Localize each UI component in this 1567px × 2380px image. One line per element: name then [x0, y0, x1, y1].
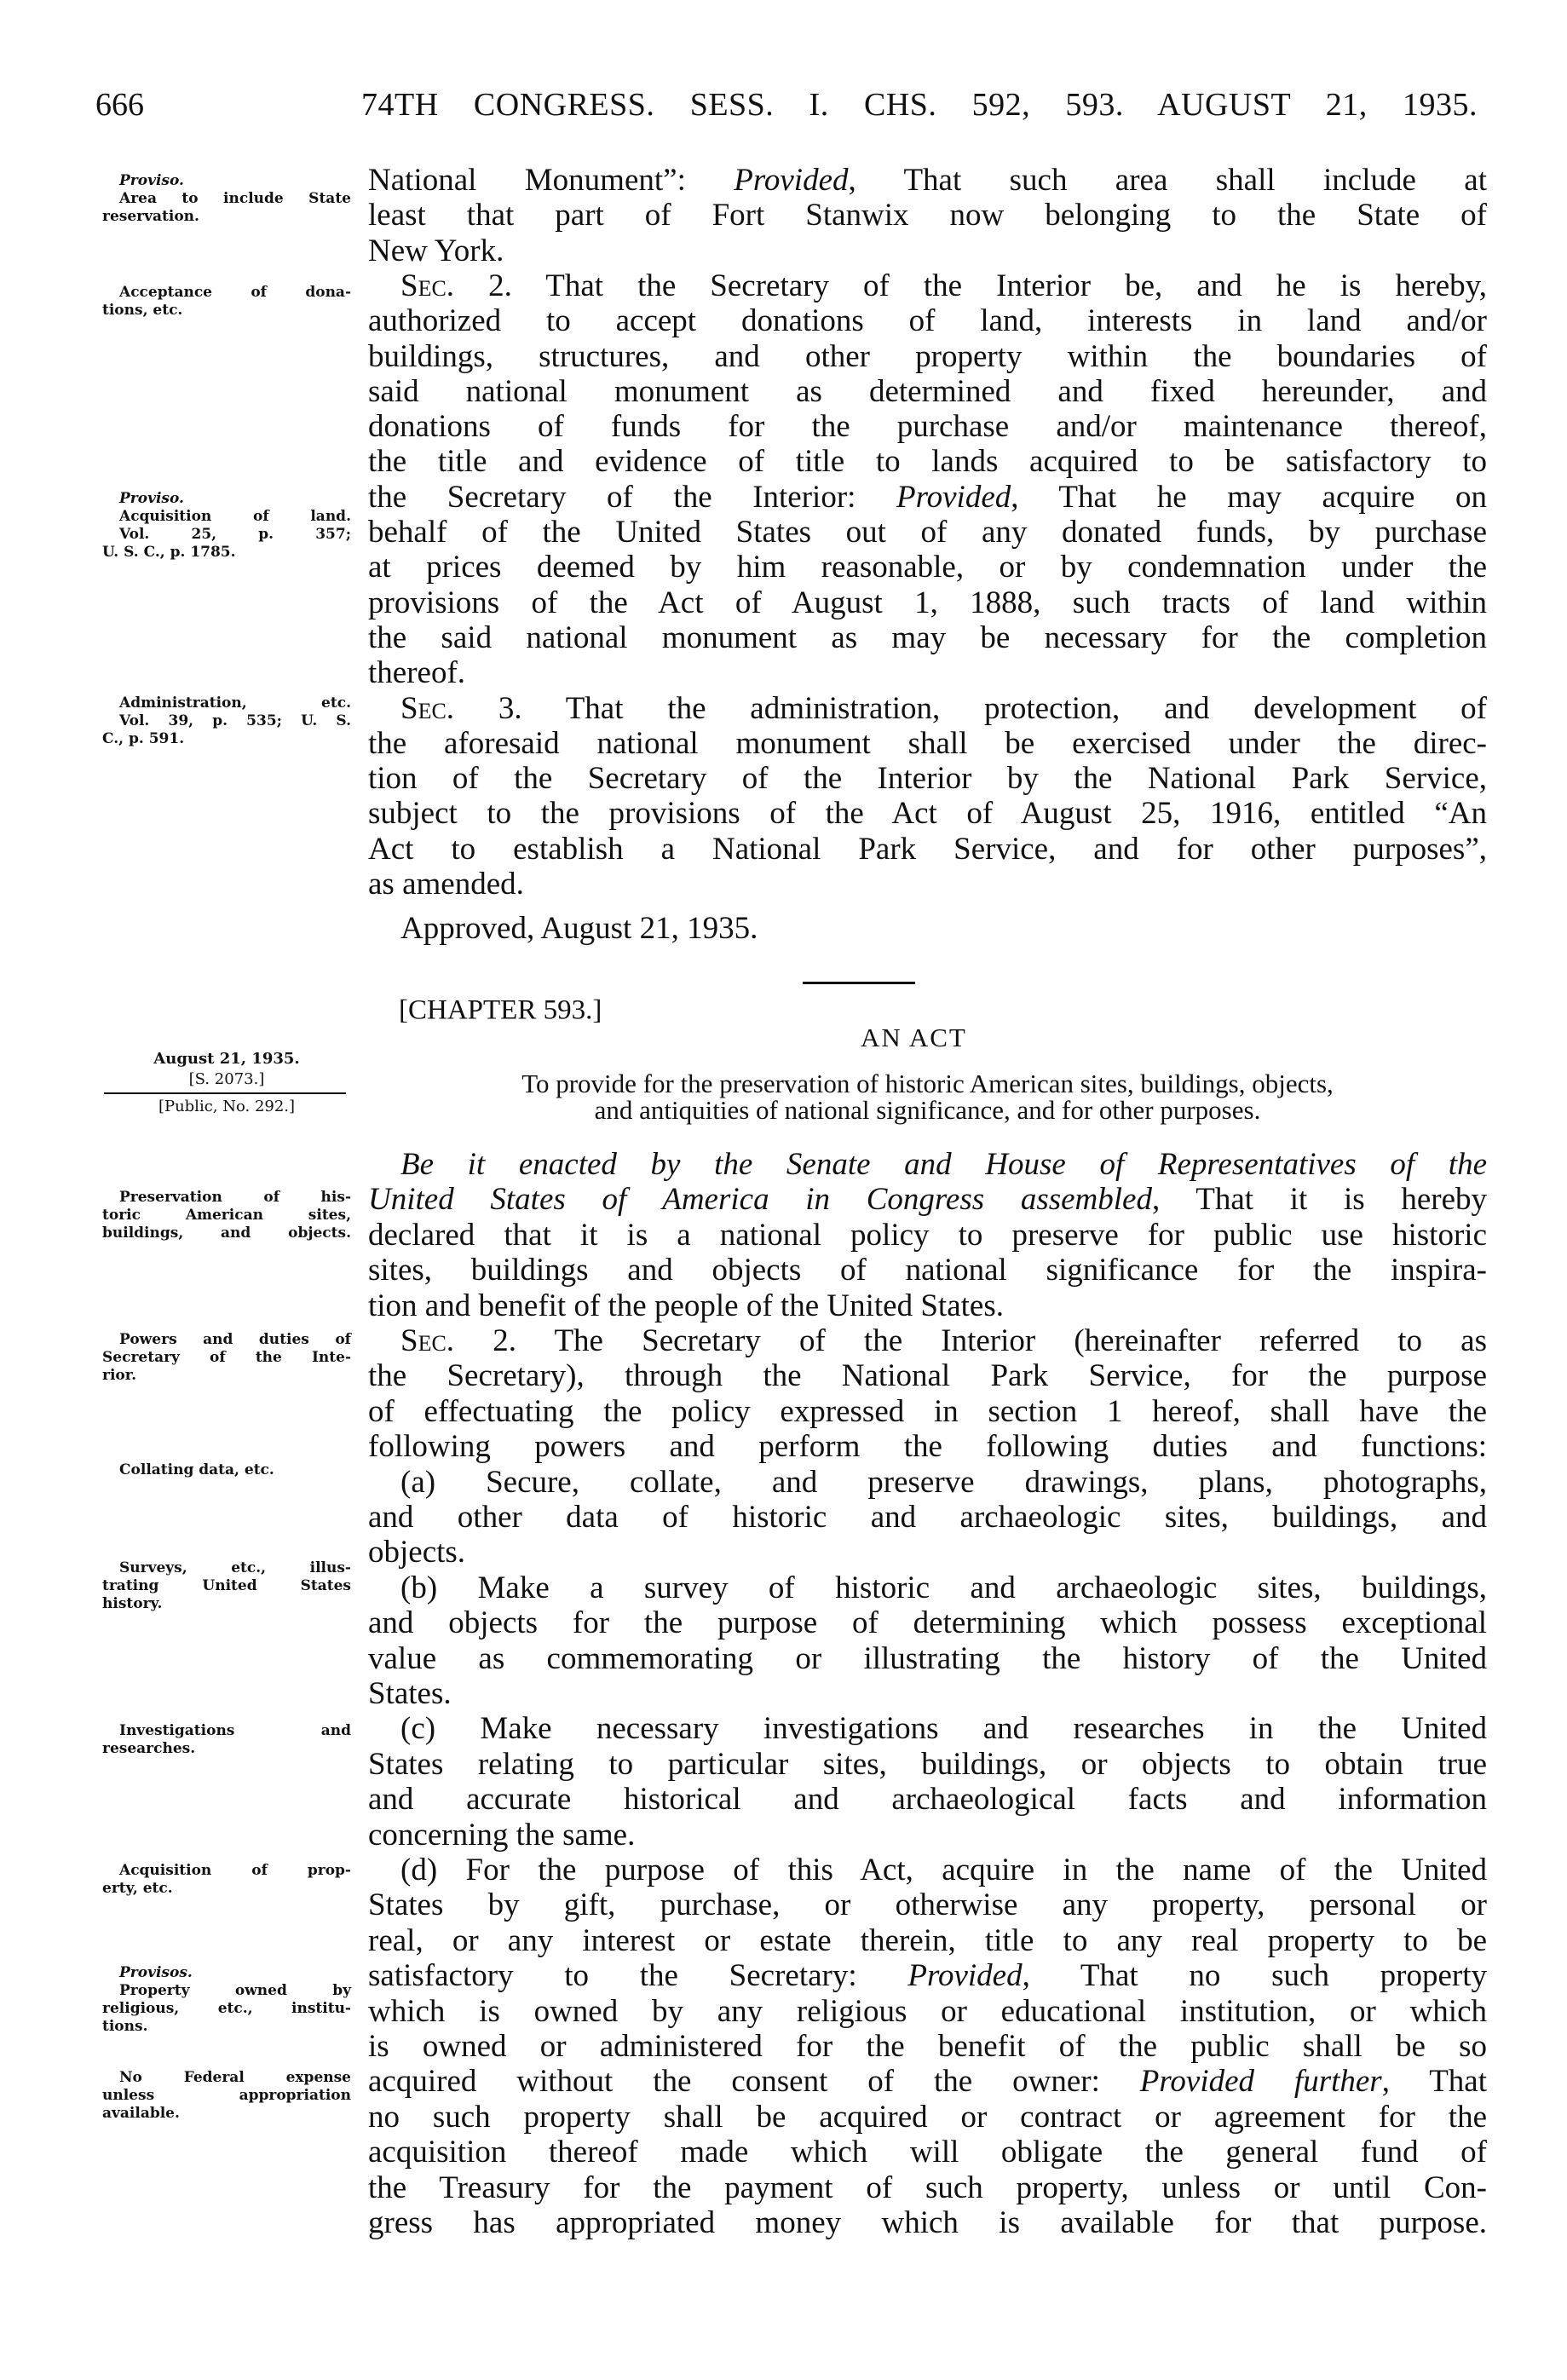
line-text: tion and benefit of the people of the United States. — [368, 1288, 1004, 1323]
margin-proviso: Proviso. — [119, 172, 184, 189]
text-line — [368, 1676, 1487, 1712]
line-text: the Secretary of the Interior: — [368, 479, 896, 515]
text-line — [368, 761, 1487, 797]
line-text: , That such area shall include at — [848, 163, 1487, 198]
line-text: (b) Make a survey of historic and archaeologic sites, buildings, — [400, 1570, 1487, 1605]
section-label: Sec. — [400, 690, 455, 726]
text-line — [368, 409, 1487, 445]
line-text: following powers and perform the following duties and functions: — [368, 1429, 1487, 1465]
line-text: acquisition thereof made which will obligate the general fund of — [368, 2135, 1487, 2170]
text-line — [368, 444, 1487, 480]
margin-note: Acquisition of prop- — [119, 1862, 351, 1879]
text-line — [368, 1747, 1487, 1783]
line-text: donations of funds for the purchase and/or maintenance thereof, — [368, 409, 1487, 445]
margin-note: Administration, etc. — [119, 694, 351, 712]
line-text: the said national monument as may be necessary for the completion — [368, 619, 1487, 655]
text-line — [400, 1147, 1487, 1183]
text-line — [368, 1358, 1487, 1394]
line-text: , That he may acquire on — [1011, 479, 1487, 515]
text-line — [368, 1429, 1487, 1465]
line-text: States by gift, purchase, or otherwise any property, personal or — [368, 1887, 1487, 1923]
line-text: and objects for the purpose of determining which possess exceptional — [368, 1605, 1487, 1641]
margin-public-number: [Public, No. 292.] — [158, 1098, 296, 1115]
line-text: buildings, structures, and other property within the boundaries of — [368, 338, 1487, 374]
text-line — [400, 1570, 1487, 1606]
text-line — [368, 1182, 1487, 1218]
line-text: 2. The Secretary of the Interior (hereinafter referred to as — [454, 1323, 1487, 1358]
line-text: Act to establish a National Park Service, and for other purposes”, — [368, 831, 1487, 867]
line-text: behalf of the United States out of any donated funds, by purchase — [368, 515, 1487, 550]
act-purpose-line-2: and antiquities of national significance, and for other purposes. — [594, 1095, 1261, 1125]
line-text: tion of the Secretary of the Interior by the National Park Service, — [368, 761, 1487, 797]
italic-text: United States of America in Congress assembled — [368, 1182, 1152, 1218]
line-text: States. — [368, 1676, 452, 1711]
margin-note: reservation. — [102, 208, 199, 225]
margin-citation: Vol. 39, p. 535; U. S. — [119, 712, 351, 729]
line-text: thereof. — [368, 655, 466, 691]
text-line — [368, 1923, 1487, 1959]
text-line — [368, 2029, 1487, 2065]
text-line — [368, 1641, 1487, 1677]
margin-note: toric American sites, — [102, 1207, 351, 1224]
line-text: (d) For the purpose of this Act, acquire in the name of the United — [400, 1853, 1487, 1887]
margin-note: Preservation of his- — [119, 1189, 351, 1206]
line-text: , That it is hereby — [1151, 1182, 1487, 1218]
margin-note: tions, etc. — [102, 302, 183, 319]
margin-note: No Federal expense — [119, 2069, 351, 2086]
margin-citation: Vol. 25, p. 357; — [119, 526, 351, 543]
text-line — [368, 2064, 1487, 2100]
line-text: of effectuating the policy expressed in section 1 hereof, shall have the — [368, 1393, 1487, 1429]
text-line — [368, 1782, 1487, 1818]
line-text: and other data of historic and archaeologic sites, buildings, and — [368, 1500, 1487, 1535]
text-line — [368, 585, 1487, 621]
text-line — [368, 198, 1487, 233]
margin-note: trating United States — [102, 1577, 351, 1594]
line-text: States relating to particular sites, buildings, or objects to obtain true — [368, 1746, 1487, 1782]
text-line — [368, 1958, 1487, 1994]
line-text: at prices deemed by him reasonable, or by condemnation under the — [368, 550, 1487, 585]
line-text: subject to the provisions of the Act of August 25, 1916, entitled “An — [368, 796, 1487, 832]
text-line — [368, 1288, 1487, 1324]
text-line — [368, 832, 1487, 867]
margin-note: Acceptance of dona- — [119, 284, 351, 301]
running-header — [361, 85, 1478, 124]
header-session: SESS. I. — [689, 87, 829, 123]
margin-note: buildings, and objects. — [102, 1225, 351, 1242]
italic-text: Provided — [734, 163, 849, 198]
margin-note: religious, etc., institu- — [102, 2000, 351, 2017]
text-line — [400, 1711, 1487, 1747]
text-line — [368, 620, 1487, 656]
act-purpose-line-1: To provide for the preservation of historic American sites, buildings, objects, — [521, 1069, 1334, 1098]
line-text: the title and evidence of title to lands acquired to be satisfactory to — [368, 444, 1487, 480]
line-text: objects. — [368, 1535, 466, 1570]
margin-note: Secretary of the Inte- — [102, 1349, 351, 1366]
chapter-label: [CHAPTER 593.] — [399, 994, 602, 1026]
line-text: the aforesaid national monument shall be exercised under the direc- — [368, 725, 1487, 761]
text-line — [368, 1605, 1487, 1641]
italic-text: Provided further — [1139, 2064, 1382, 2100]
margin-note: erty, etc. — [102, 1880, 173, 1897]
italic-text: Provided — [896, 479, 1011, 515]
text-line — [368, 867, 1487, 902]
margin-provisos: Provisos. — [119, 1964, 193, 1981]
line-text: 3. That the administration, protection, and development of — [454, 690, 1487, 726]
text-line — [368, 2170, 1487, 2206]
line-text: authorized to accept donations of land, interests in land and/or — [368, 303, 1487, 339]
line-text: as amended. — [368, 867, 524, 902]
text-line — [368, 1535, 1487, 1570]
italic-text: Provided — [907, 1958, 1023, 1994]
text-line — [368, 1218, 1487, 1253]
margin-citation: U. S. C., p. 1785. — [102, 544, 236, 561]
margin-note: Collating data, etc. — [119, 1461, 274, 1478]
text-line — [368, 1394, 1487, 1430]
text-line — [368, 1253, 1487, 1288]
margin-date: August 21, 1935. — [153, 1050, 300, 1068]
section-label: Sec. — [400, 1323, 455, 1358]
margin-note: available. — [102, 2105, 180, 2122]
text-line — [368, 2205, 1487, 2241]
line-text: 2. That the Secretary of the Interior be, and he is hereby, — [454, 268, 1487, 303]
line-text: (c) Make necessary investigations and researches in the United — [400, 1711, 1487, 1747]
line-text: declared that it is a national policy to preserve for public use historic — [368, 1217, 1487, 1253]
text-line — [368, 1994, 1487, 2030]
text-line — [368, 2100, 1487, 2135]
text-line — [368, 233, 1487, 269]
line-text: , That no such property — [1022, 1958, 1487, 1994]
line-text: no such property shall be acquired or contract or agreement for the — [368, 2099, 1487, 2135]
text-line — [368, 2135, 1487, 2170]
approval-line: Approved, August 21, 1935. — [400, 911, 758, 946]
act-heading: AN ACT — [861, 1023, 967, 1052]
text-line — [400, 691, 1487, 727]
text-line — [368, 515, 1487, 550]
margin-note: Investigations and — [119, 1722, 351, 1739]
line-text: least that part of Fort Stanwix now belonging to the State of — [368, 198, 1487, 233]
text-line — [368, 303, 1487, 339]
line-text: satisfactory to the Secretary: — [368, 1958, 908, 1994]
margin-note: Property owned by — [119, 1982, 351, 1999]
margin-note: tions. — [102, 2018, 148, 2035]
margin-proviso: Proviso. — [119, 490, 184, 507]
margin-note: history. — [102, 1595, 163, 1612]
margin-citation: C., p. 591. — [102, 730, 185, 747]
text-line — [368, 1818, 1487, 1853]
text-line — [368, 796, 1487, 832]
header-date: AUGUST 21, 1935. — [1157, 87, 1478, 123]
header-chapters: CHS. 592, 593. — [863, 87, 1124, 123]
header-congress: 74TH CONGRESS. — [361, 87, 655, 123]
text-line — [368, 339, 1487, 375]
line-text: (a) Secure, collate, and preserve drawings, plans, photographs, — [400, 1464, 1487, 1500]
line-text: which is owned by any religious or educational institution, or which — [368, 1993, 1487, 2029]
text-line — [368, 1500, 1487, 1536]
italic-text: Be it enacted by the Senate and House of Representatives of the — [400, 1147, 1487, 1182]
margin-note: Acquisition of land. — [119, 508, 351, 525]
line-text: and accurate historical and archaeological facts and information — [368, 1782, 1487, 1818]
margin-note: Powers and duties of — [119, 1331, 351, 1348]
margin-rule — [104, 1092, 346, 1094]
text-line — [400, 1853, 1487, 1888]
text-line — [368, 655, 1487, 691]
text-line — [368, 726, 1487, 762]
text-line — [400, 1323, 1487, 1359]
line-text: New York. — [368, 233, 504, 268]
text-line — [400, 1465, 1487, 1501]
text-line — [368, 550, 1487, 585]
margin-note: rior. — [102, 1367, 137, 1384]
text-line — [368, 480, 1487, 516]
line-text: gress has appropriated money which is available for that purpose. — [368, 2205, 1487, 2240]
line-text: is owned or administered for the benefit of the public shall be so — [368, 2029, 1487, 2064]
chapter-separator-rule — [803, 982, 915, 984]
line-text: provisions of the Act of August 1, 1888, such tracts of land within — [368, 585, 1487, 620]
line-text: , That — [1381, 2064, 1487, 2100]
margin-note: unless appropriation — [102, 2087, 351, 2104]
line-text: the Secretary), through the National Park Service, for the purpose — [368, 1358, 1487, 1394]
margin-bill-number: [S. 2073.] — [188, 1070, 265, 1088]
margin-note: researches. — [102, 1740, 196, 1757]
text-line — [368, 1887, 1487, 1923]
line-text: acquired without the consent of the owner: — [368, 2064, 1140, 2100]
text-line — [400, 268, 1487, 304]
margin-note: Surveys, etc., illus- — [119, 1559, 351, 1576]
line-text: sites, buildings and objects of national significance for the inspira- — [368, 1253, 1487, 1288]
section-label: Sec. — [400, 268, 455, 303]
line-text: said national monument as determined and fixed hereunder, and — [368, 373, 1487, 409]
line-text: value as commemorating or illustrating the history of the United — [368, 1640, 1487, 1676]
line-text: National Monument”: — [368, 163, 735, 198]
line-text: concerning the same. — [368, 1817, 636, 1853]
text-line — [368, 374, 1487, 410]
line-text: the Treasury for the payment of such property, unless or until Con- — [368, 2170, 1487, 2205]
margin-note: Area to include State — [119, 190, 351, 207]
line-text: real, or any interest or estate therein, title to any real property to be — [368, 1922, 1487, 1958]
page-number: 666 — [95, 87, 144, 123]
text-line — [368, 163, 1487, 199]
